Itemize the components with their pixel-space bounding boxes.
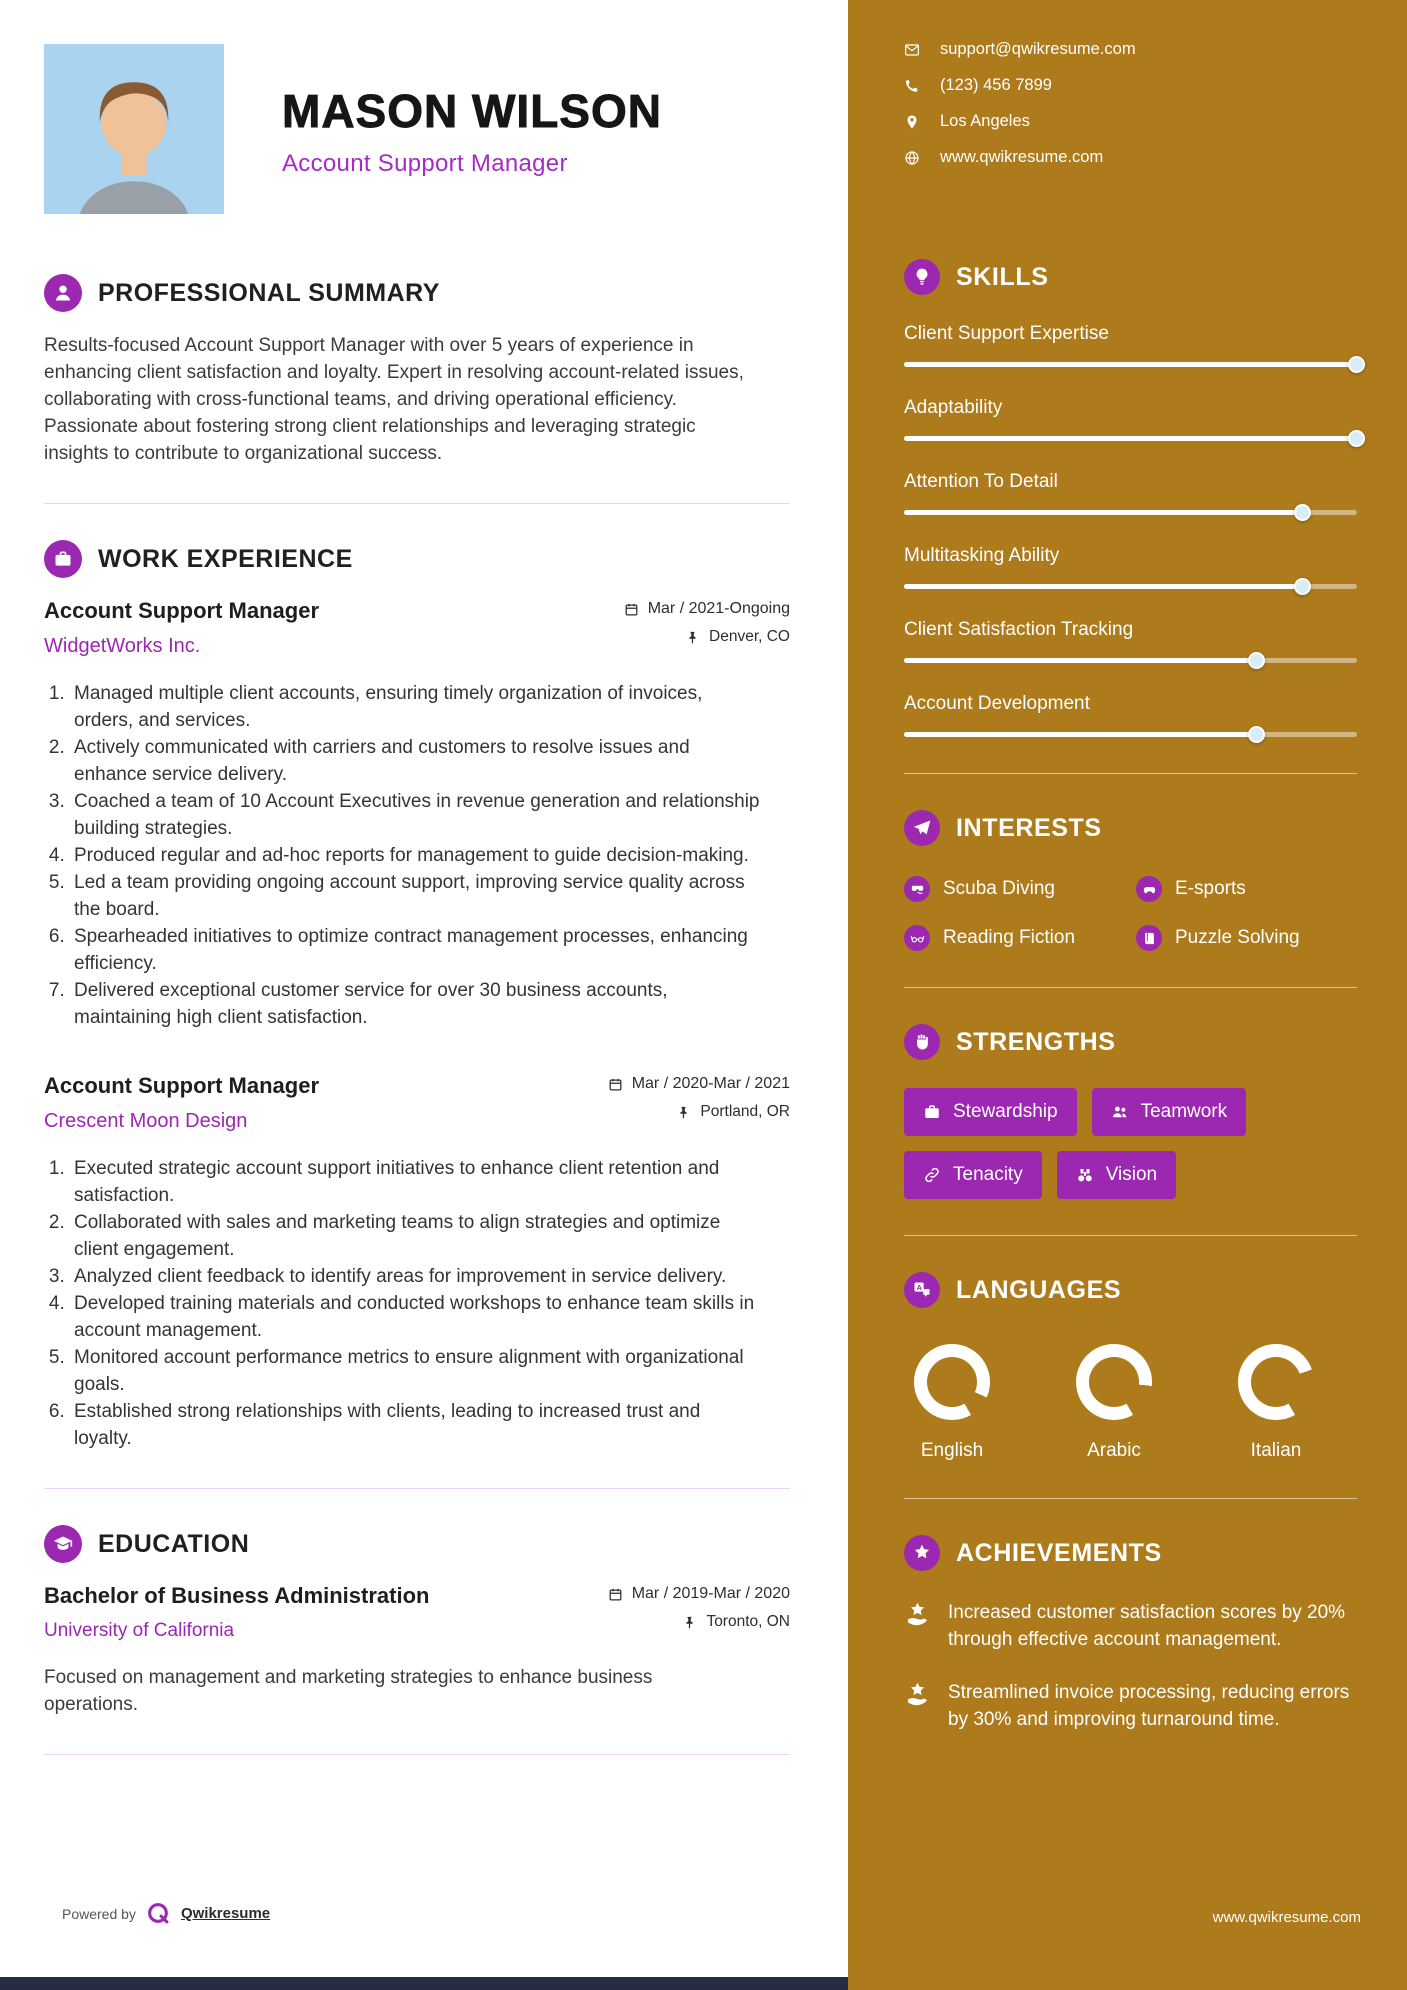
job-bullet: 4. Produced regular and ad-hoc reports for management to guide decision-making.	[70, 842, 760, 869]
job-title: Account Support Manager	[44, 1073, 320, 1098]
header-text	[282, 44, 662, 178]
interest-label: Reading Fiction	[943, 927, 1076, 948]
puzzle-solving-icon	[1136, 925, 1162, 951]
education-location: Toronto, ON	[706, 1613, 790, 1630]
skill-slider-fill	[904, 732, 1257, 737]
education-heading: EDUCATION	[98, 1529, 250, 1558]
skill-slider	[904, 362, 1357, 367]
education-meta	[608, 1583, 790, 1631]
education-degree: Bachelor of Business Administration	[44, 1583, 430, 1608]
job-dates-row	[608, 1075, 790, 1093]
strength-label: Vision	[1105, 1164, 1158, 1185]
skill-slider-fill	[904, 510, 1303, 515]
interest-label: E-sports	[1175, 878, 1246, 899]
sidebar	[848, 0, 1407, 1990]
strength-badge	[1092, 1088, 1247, 1136]
strengths-badges	[904, 1088, 1357, 1199]
job-dates: Mar / 2020-Mar / 2021	[631, 1075, 790, 1092]
contact-website[interactable]: www.qwikresume.com	[940, 148, 1104, 166]
skill-item	[904, 545, 1357, 589]
languages-list	[904, 1336, 1357, 1462]
job-dates: Mar / 2021-Ongoing	[647, 600, 790, 617]
languages-section-head	[904, 1272, 1357, 1308]
job-company: WidgetWorks Inc.	[44, 635, 201, 657]
contact-location: Los Angeles	[940, 112, 1030, 130]
education-section	[44, 1525, 790, 1718]
contact-phone: (123) 456 7899	[940, 76, 1052, 94]
job-bullet: 1. Managed multiple client accounts, ensuring timely organization of invoices, orders, and services.	[70, 680, 760, 734]
lightbulb-icon	[904, 259, 940, 295]
summary-section-head	[44, 274, 790, 312]
skills-heading: SKILLS	[956, 262, 1049, 291]
divider	[904, 1235, 1357, 1236]
person-icon	[44, 274, 82, 312]
job-location: Portland, OR	[700, 1103, 790, 1120]
sidebar-footer-website[interactable]: www.qwikresume.com	[1212, 1909, 1361, 1926]
contact-email-row	[904, 40, 1357, 59]
location-pin-icon	[676, 1105, 691, 1120]
language-item	[914, 1344, 990, 1462]
achievements-heading: ACHIEVEMENTS	[956, 1538, 1162, 1567]
interest-label: Scuba Diving	[943, 878, 1055, 899]
language-donut	[1076, 1344, 1152, 1420]
job-bullet-list	[44, 1155, 790, 1452]
job-bullet: 3. Analyzed client feedback to identify areas for improvement in service delivery.	[70, 1263, 760, 1290]
interests-section	[904, 810, 1357, 951]
language-donut	[914, 1344, 990, 1420]
job-bullet: 1. Executed strategic account support initiatives to enhance client retention and satisfaction.	[70, 1155, 760, 1209]
strengths-heading: STRENGTHS	[956, 1027, 1116, 1056]
esports-icon	[1136, 876, 1162, 902]
strength-label: Tenacity	[953, 1164, 1023, 1185]
qwikresume-logo-icon	[146, 1901, 171, 1926]
experience-section	[44, 540, 790, 1452]
summary-text: Results-focused Account Support Manager with over 5 years of experience in enhancing client satisfaction and loyalty. Expert in resolving account-related issues, collaborating with cross-functional teams, and driving operational efficiency. Passionate about fostering strong client relationships and leveraging strategic insights to contribute to organizational success.	[44, 335, 744, 464]
fist-icon	[904, 1024, 940, 1060]
summary-section	[44, 274, 790, 467]
skill-slider-fill	[904, 584, 1303, 589]
job-bullet: 3. Coached a team of 10 Account Executives in revenue generation and relationship building strategies.	[70, 788, 760, 842]
powered-by	[62, 1901, 270, 1926]
strength-badge	[904, 1151, 1042, 1199]
skill-item	[904, 693, 1357, 737]
interest-item	[1136, 925, 1357, 951]
job-entry	[44, 598, 790, 1031]
skill-name: Adaptability	[904, 397, 1003, 418]
star-badge-icon	[904, 1535, 940, 1571]
contact-location-row	[904, 112, 1357, 131]
achievements-section	[904, 1535, 1357, 1733]
job-bullet: 6. Established strong relationships with clients, leading to increased trust and loyalty.	[70, 1398, 760, 1452]
job-header	[44, 598, 790, 658]
language-item	[1076, 1344, 1152, 1462]
education-dates-row	[608, 1585, 790, 1603]
summary-heading: PROFESSIONAL SUMMARY	[98, 278, 440, 307]
calendar-icon	[608, 1077, 623, 1092]
job-bullet-list	[44, 680, 790, 1031]
language-name: Italian	[1250, 1440, 1302, 1461]
skill-slider	[904, 658, 1357, 663]
contact-website-row	[904, 148, 1357, 167]
skill-slider-handle[interactable]	[1294, 578, 1311, 595]
education-description: Focused on management and marketing strategies to enhance business operations.	[44, 1667, 653, 1715]
interests-section-head	[904, 810, 1357, 846]
calendar-icon	[624, 602, 639, 617]
skills-section	[904, 259, 1357, 737]
language-name: Arabic	[1087, 1440, 1141, 1461]
skill-slider-fill	[904, 436, 1357, 441]
skill-slider-handle[interactable]	[1294, 504, 1311, 521]
tenacity-icon	[923, 1166, 941, 1184]
skill-slider	[904, 584, 1357, 589]
divider	[44, 1754, 790, 1755]
experience-section-head	[44, 540, 790, 578]
job-bullet: 5. Monitored account performance metrics to ensure alignment with organizational goals.	[70, 1344, 760, 1398]
education-dates: Mar / 2019-Mar / 2020	[631, 1585, 790, 1602]
skill-name: Account Development	[904, 693, 1090, 714]
skill-item	[904, 471, 1357, 515]
job-meta	[624, 598, 790, 646]
skills-section-head	[904, 259, 1357, 295]
contact-list	[904, 40, 1357, 167]
divider	[44, 1488, 790, 1489]
job-bullet: 2. Actively communicated with carriers and customers to resolve issues and enhance service delivery.	[70, 734, 760, 788]
interest-label: Puzzle Solving	[1175, 927, 1300, 948]
skill-item	[904, 397, 1357, 441]
strength-badge	[904, 1088, 1077, 1136]
skill-slider-fill	[904, 362, 1357, 367]
reading-fiction-icon	[904, 925, 930, 951]
job-bullet: 5. Led a team providing ongoing account support, improving service quality across the board.	[70, 869, 760, 923]
phone-icon	[904, 78, 920, 94]
interest-item	[1136, 876, 1357, 902]
strength-label: Teamwork	[1140, 1101, 1228, 1122]
job-location: Denver, CO	[709, 628, 790, 645]
job-bullet: 7. Delivered exceptional customer service for over 30 business accounts, maintaining high client satisfaction.	[70, 977, 760, 1031]
divider	[904, 987, 1357, 988]
skill-slider-handle[interactable]	[1248, 652, 1265, 669]
interests-heading: INTERESTS	[956, 813, 1102, 842]
job-location-row	[624, 628, 790, 646]
qwikresume-brand-link[interactable]: Qwikresume	[180, 1905, 271, 1922]
education-location-row	[608, 1613, 790, 1631]
strength-badge	[1057, 1151, 1176, 1199]
languages-section	[904, 1272, 1357, 1462]
strengths-section-head	[904, 1024, 1357, 1060]
job-title: Account Support Manager	[44, 598, 320, 623]
experience-heading: WORK EXPERIENCE	[98, 544, 353, 573]
stewardship-icon	[923, 1103, 941, 1121]
skill-name: Client Support Expertise	[904, 323, 1109, 344]
location-pin-icon	[682, 1615, 697, 1630]
paper-plane-icon	[904, 810, 940, 846]
skill-slider-fill	[904, 658, 1257, 663]
achievement-text: Streamlined invoice processing, reducing errors by 30% and improving turnaround time.	[948, 1682, 1350, 1730]
contact-email[interactable]: support@qwikresume.com	[940, 40, 1136, 58]
skill-slider	[904, 436, 1357, 441]
strength-label: Stewardship	[953, 1101, 1058, 1122]
languages-heading: LANGUAGES	[956, 1275, 1122, 1304]
svg-text:A: A	[916, 1283, 922, 1292]
interest-item	[904, 876, 1136, 902]
briefcase-icon	[44, 540, 82, 578]
resume-header	[44, 44, 790, 214]
location-pin-icon	[685, 630, 700, 645]
scuba-diving-icon	[904, 876, 930, 902]
translate-icon	[904, 1272, 940, 1308]
job-bullet: 4. Developed training materials and conducted workshops to enhance team skills in account management.	[70, 1290, 760, 1344]
skill-name: Client Satisfaction Tracking	[904, 619, 1134, 640]
globe-icon	[904, 150, 920, 166]
hand-star-icon	[904, 1601, 931, 1653]
education-header	[44, 1583, 790, 1642]
strengths-section	[904, 1024, 1357, 1199]
skill-name: Multitasking Ability	[904, 545, 1060, 566]
candidate-title: Account Support Manager	[282, 150, 568, 177]
skill-name: Attention To Detail	[904, 471, 1058, 492]
job-header	[44, 1073, 790, 1133]
achievements-section-head	[904, 1535, 1357, 1571]
page-bottom-strip	[0, 1977, 848, 1990]
candidate-name: MASON WILSON	[282, 85, 662, 137]
interests-grid	[904, 874, 1357, 951]
divider	[44, 503, 790, 504]
calendar-icon	[608, 1587, 623, 1602]
skill-slider	[904, 732, 1357, 737]
job-company: Crescent Moon Design	[44, 1110, 248, 1132]
divider	[904, 1498, 1357, 1499]
language-item	[1238, 1344, 1314, 1462]
achievement-item	[904, 1599, 1357, 1653]
powered-by-label: Powered by	[62, 1905, 136, 1922]
vision-icon	[1076, 1166, 1094, 1184]
education-school: University of California	[44, 1620, 235, 1641]
achievement-item	[904, 1679, 1357, 1733]
job-location-row	[608, 1103, 790, 1121]
job-dates-row	[624, 600, 790, 618]
interest-item	[904, 925, 1136, 951]
contact-phone-row	[904, 76, 1357, 95]
teamwork-icon	[1111, 1103, 1129, 1121]
email-icon	[904, 42, 920, 58]
graduation-cap-icon	[44, 1525, 82, 1563]
hand-star-icon	[904, 1681, 931, 1733]
skill-item	[904, 619, 1357, 663]
skill-slider-handle[interactable]	[1348, 356, 1365, 373]
skill-slider-handle[interactable]	[1348, 430, 1365, 447]
language-name: English	[920, 1440, 984, 1461]
skill-item	[904, 323, 1357, 367]
skill-slider	[904, 510, 1357, 515]
profile-photo	[44, 44, 224, 214]
job-bullet: 2. Collaborated with sales and marketing teams to align strategies and optimize client engagement.	[70, 1209, 760, 1263]
skill-slider-handle[interactable]	[1248, 726, 1265, 743]
job-meta	[608, 1073, 790, 1121]
divider	[904, 773, 1357, 774]
achievement-text: Increased customer satisfaction scores by 20% through effective account management.	[948, 1602, 1346, 1650]
map-pin-icon	[904, 114, 920, 130]
job-bullet: 6. Spearheaded initiatives to optimize contract management processes, enhancing efficiency.	[70, 923, 760, 977]
language-donut	[1238, 1344, 1314, 1420]
education-section-head	[44, 1525, 790, 1563]
job-entry	[44, 1073, 790, 1452]
